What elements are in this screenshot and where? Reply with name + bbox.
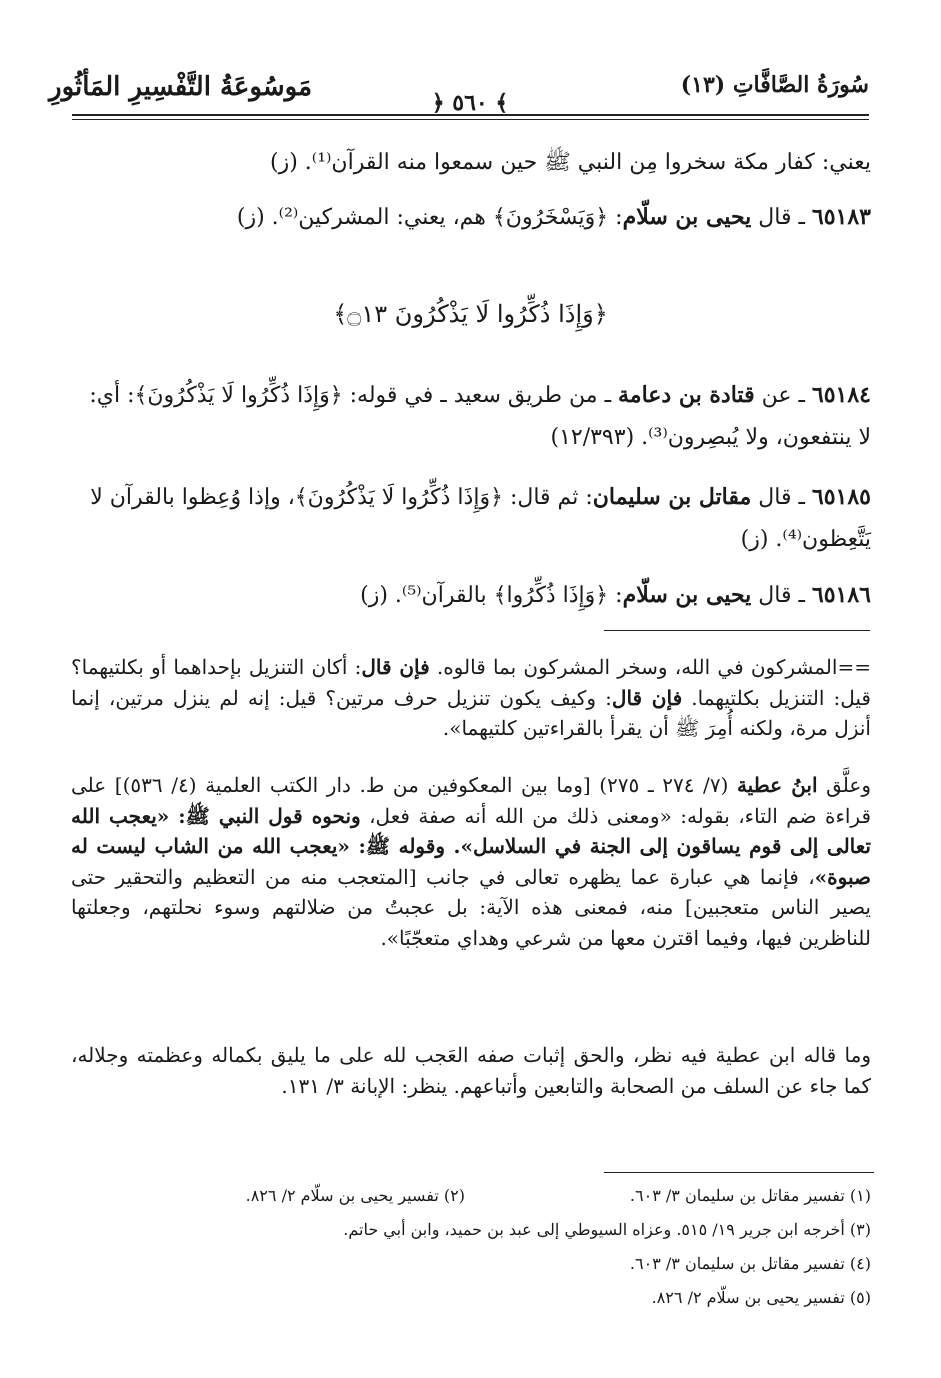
- note-text: ==المشركون في الله، وسخر المشركون بما قالوه.: [429, 655, 871, 679]
- note-bold: ونحوه قول النبي ﷺ: «يعجب الله تعالى إلى قوم يساقون إلى الجنة في السلاسل». وقوله ﷺ: «يعجب الله من الشاب ليست له صبوة»: [71, 803, 871, 889]
- entry-number: ٦٥١٨٤: [811, 382, 871, 408]
- note-bold: فإن قال: [361, 655, 430, 679]
- entry-65185: [71, 476, 871, 561]
- note-text: : وكيف يكون تنزيل حرف مرتين؟ قيل: إنه لم ينزل مرتين، إنما أنزل مرة، ولكنه أُمِرَ ﷺ أن يقرأ بالقراءتين كلتيهما».: [71, 685, 871, 740]
- header-rule: [72, 114, 869, 116]
- entry-text: : ﴿وَيَسْخَرُونَ﴾ هم، يعني: المشركين⁽²⁾. (ز): [236, 205, 623, 230]
- book-title: مَوسُوعَةُ التَّفْسِيرِ المَأثُورِ: [49, 72, 312, 102]
- entry-text: ـ من طريق سعيد ـ في قوله: ﴿وَإِذَا ذُكِّرُوا لَا يَذْكُرُونَ﴾: أي: لا ينتفعون، ولا يُبصِرون⁽³⁾. (١٢/٣٩٣): [89, 383, 871, 450]
- entry-continuation: يعني: كفار مكة سخروا مِن النبي ﷺ حين سمعوا منه القرآن⁽¹⁾. (ز): [270, 150, 871, 175]
- entry-65184: [71, 374, 871, 459]
- header-rule-thin: [72, 119, 869, 120]
- note-text: (٧/ ٢٧٤ ـ ٢٧٥) [وما بين المعكوفين من ط. دار الكتب العلمية (٤/ ٥٣٦)] على قراءة ضم التاء، بقوله: «ومعنى ذلك من الله أنه صفة فعل،: [71, 773, 872, 828]
- note-separator: [604, 630, 870, 631]
- commentary-paragraph: [71, 770, 871, 953]
- entry-number: ٦٥١٨٥: [811, 484, 871, 510]
- narrator-name: مقاتل بن سليمان: [592, 484, 752, 510]
- entry-text: : ﴿وَإِذَا ذُكِّرُوا﴾ بالقرآن⁽⁵⁾. (ز): [360, 583, 623, 608]
- commentary-paragraph: [71, 652, 871, 744]
- footnote-separator: [604, 1172, 874, 1173]
- entry-intro: ـ عن: [754, 383, 812, 408]
- footnote-3: (٣) أخرجه ابن جرير ١٩/ ٥١٥. وعزاه السيوطي إلى عبد بن حميد، وابن أبي حاتم.: [343, 1220, 871, 1239]
- surah-title: سُورَةُ الصَّافَّاتِ (١٣): [680, 72, 869, 98]
- entry-65183: [71, 196, 871, 239]
- note-text: وعلَّق: [817, 773, 872, 797]
- narrator-name: يحيى بن سلّام: [622, 582, 752, 608]
- note-bold: فإن قال: [611, 685, 683, 710]
- footnote-5: (٥) تفسير يحيى بن سلّام ٢/ ٨٢٦.: [651, 1288, 871, 1307]
- entry-intro: ـ قال: [751, 205, 812, 230]
- entry-intro: ـ قال: [751, 583, 812, 608]
- entry-65186: [71, 574, 871, 617]
- entry-number: ٦٥١٨٦: [811, 582, 871, 608]
- footnote-1: (١) تفسير مقاتل بن سليمان ٣/ ٦٠٣.: [629, 1186, 871, 1205]
- commentary-paragraph: وما قاله ابن عطية فيه نظر، والحق إثبات صفه العَجب لله على ما يليق بكماله وعظمته وجلاله، كما جاء عن السلف من الصحابة والتابعين وأتباعهم. ينظر: الإبانة ٣/ ١٣١.: [71, 1043, 871, 1098]
- quran-verse-heading: ﴿وَإِذَا ذُكِّرُوا لَا يَذْكُرُونَ ۝١٣﴾: [333, 300, 608, 328]
- entry-number: ٦٥١٨٣: [811, 204, 871, 230]
- note-text: ، فإنما هي عبارة عما يظهره تعالى في جانب [المتعجب منه من التعظيم والتحقير حتى يصير الناس متعجبين] منه، فمعنى هذه الآية: بل عجبتُ من ضلالتهم وسوء نحلتهم، وجعلتها للناظرين فيها، وفيما اقترن معها من شرعي وهداي متعجّبًا».: [71, 864, 871, 950]
- narrator-name: قتادة بن دعامة: [618, 382, 755, 408]
- narrator-name: يحيى بن سلّام: [622, 204, 752, 230]
- note-text: : أكان التنزيل بإحداهما أو بكلتيهما؟ قيل: التنزيل بكلتيهما.: [71, 655, 871, 710]
- footnote-2: (٢) تفسير يحيى بن سلّام ٢/ ٨٢٦.: [245, 1186, 465, 1205]
- page-number: ﴾ ٥٦٠ ﴿: [431, 90, 509, 116]
- note-bold: ابنُ عطية: [736, 773, 818, 797]
- footnote-4: (٤) تفسير مقاتل بن سليمان ٣/ ٦٠٣.: [629, 1254, 871, 1273]
- entry-text: : ثم قال: ﴿وَإِذَا ذُكِّرُوا لَا يَذْكُرُونَ﴾، وإذا وُعِظوا بالقرآن لا يَتَّعِظون⁽⁴⁾. (ز): [90, 485, 871, 552]
- entry-intro: ـ قال: [751, 485, 812, 510]
